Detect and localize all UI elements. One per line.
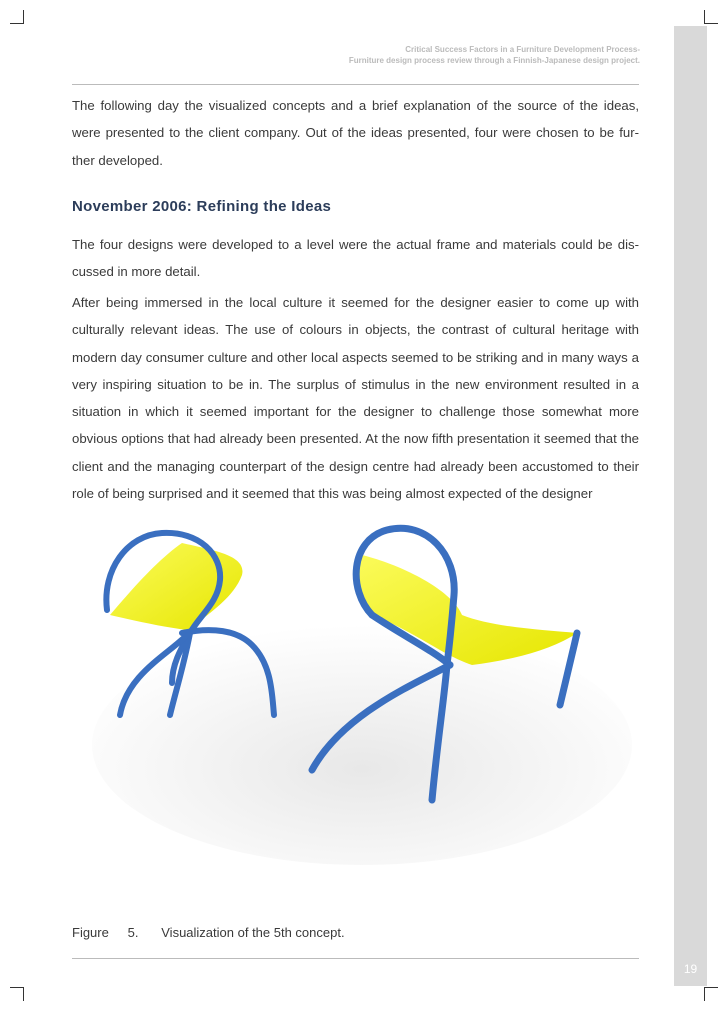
section-heading: November 2006: Refining the Ideas (72, 198, 332, 215)
crop-mark (10, 23, 24, 24)
figure-label: Figure (72, 925, 109, 940)
page-sidebar (674, 26, 707, 986)
running-header-line-1: Critical Success Factors in a Furniture Development Process- (405, 45, 640, 54)
running-header (349, 44, 640, 66)
crop-mark (10, 987, 24, 988)
figure-caption (72, 925, 345, 940)
chair-figure (72, 515, 639, 910)
crop-mark (704, 10, 705, 24)
chair-illustration (72, 515, 639, 910)
footer-rule (72, 958, 639, 959)
crop-mark (704, 23, 718, 24)
crop-mark (23, 10, 24, 24)
page-number: 19 (683, 962, 698, 976)
crop-mark (704, 987, 705, 1001)
figure-caption-text: Visualization of the 5th concept. (161, 925, 345, 940)
paragraph-1: The following day the visualized concepts and a brief explanation of the source of the ideas, were presented to the client company. Out of the ideas presented, four were chosen to be fur-ther developed. (72, 98, 639, 168)
crop-mark (23, 987, 24, 1001)
paragraph-3: After being immersed in the local culture it seemed for the designer easier to come up with culturally relevant ideas. The use of colours in objects, the contrast of cultural heritage with modern day consumer culture and other local aspects seemed to be striking and in many ways a very inspiring situation to be in. The surplus of stimulus in the new environment resulted in a situation in which it seemed important for the designer to challenge those somewhat more obvious options that had already been presented. At the now fifth presentation it seemed that the client and the managing counterpart of the design centre had already been accustomed to their role of being surprised and it seemed that this was being almost expected of the designer (72, 295, 639, 502)
crop-mark (704, 987, 718, 988)
chair-left-seat (110, 543, 242, 630)
paragraph-2: The four designs were developed to a level were the actual frame and materials could be dis-cussed in more detail. (72, 237, 639, 280)
figure-number: 5. (127, 925, 139, 940)
header-rule (72, 84, 639, 85)
running-header-line-2: Furniture design process review through a Finnish-Japanese design project. (348, 56, 640, 65)
